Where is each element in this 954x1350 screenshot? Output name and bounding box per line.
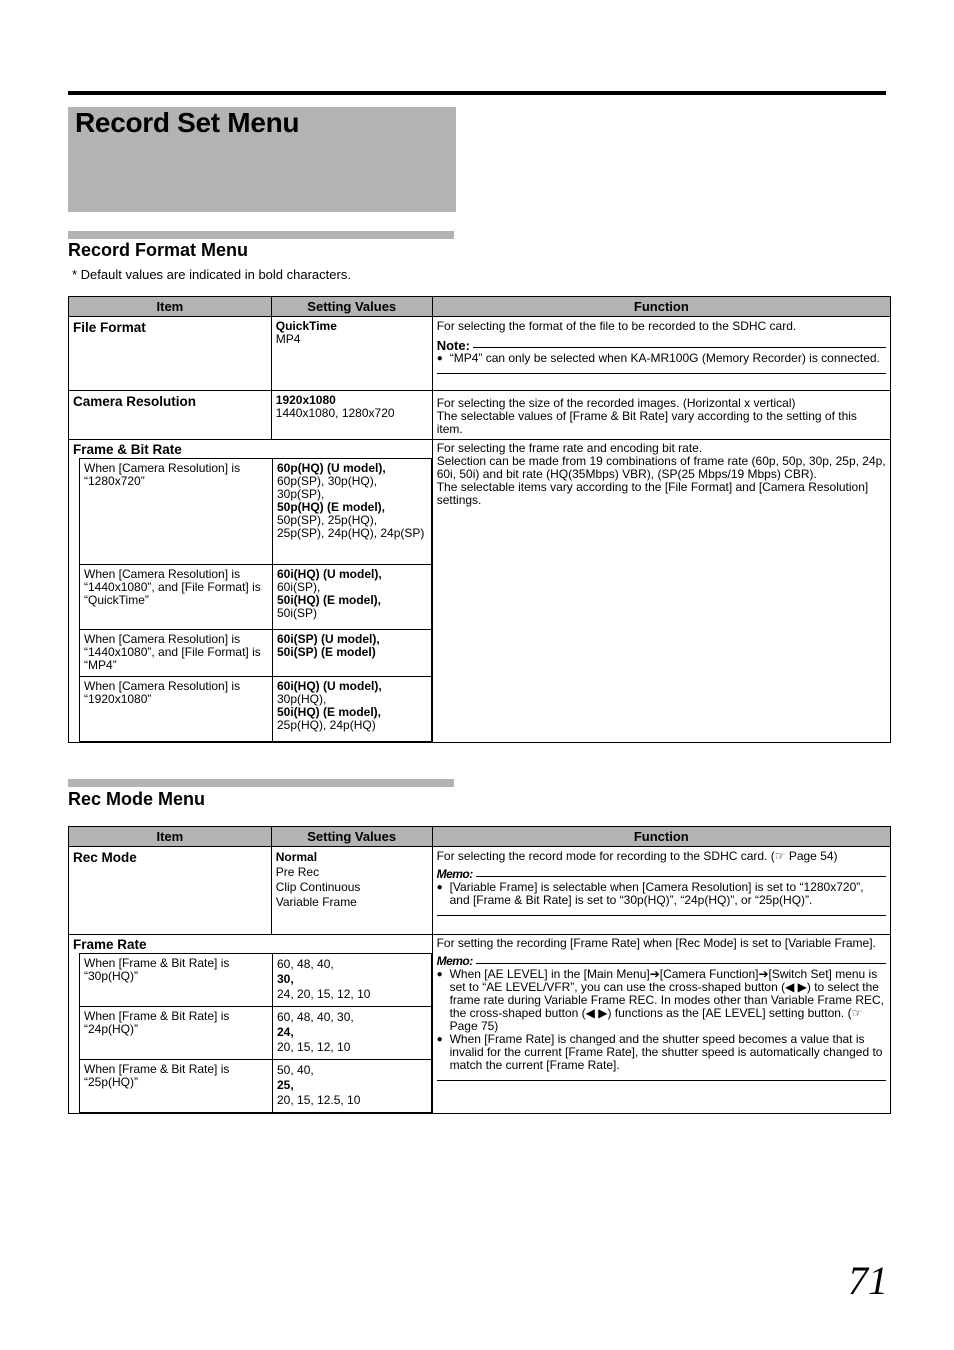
header-item: Item	[69, 297, 272, 317]
title-box	[68, 107, 456, 212]
header-values: Setting Values	[271, 297, 432, 317]
condition: When [Camera Resolution] is “1440x1080”, and [File Format] is “QuickTime”	[80, 565, 273, 630]
page-title: Record Set Menu	[75, 107, 300, 138]
value-bold: 50i(HQ) (E model),	[277, 705, 382, 719]
condition: When [Camera Resolution] is “1280x720”	[80, 459, 273, 565]
note-text: “MP4” can only be selected when KA-MR100G (Memory Recorder) is connected.	[449, 351, 880, 365]
header-function: Function	[432, 827, 890, 847]
setting-value: 1440x1080, 1280x720	[275, 406, 395, 420]
setting-value: Pre Rec	[275, 865, 320, 879]
header-values: Setting Values	[271, 827, 432, 847]
value-bold: 24,	[277, 1025, 294, 1039]
frame-bit-rate-subtable	[79, 458, 432, 742]
record-format-table	[68, 296, 891, 743]
condition: When [Camera Resolution] is “1440x1080”, and [File Format] is “MP4”	[80, 630, 273, 677]
item-rec-mode: Rec Mode	[73, 850, 137, 865]
header-item: Item	[69, 827, 272, 847]
value: 60i(SP),	[277, 580, 321, 594]
function-text: The selectable values of [Frame & Bit Rate] vary according to the setting of this item.	[436, 409, 857, 436]
value-bold: 25,	[277, 1078, 294, 1092]
header-function: Function	[432, 297, 890, 317]
sub-row	[80, 1007, 432, 1060]
function-text: For selecting the size of the recorded images. (Horizontal x vertical)	[436, 396, 796, 410]
bullet-icon: ●	[436, 353, 443, 364]
condition: When [Frame & Bit Rate] is “25p(HQ)”	[80, 1060, 273, 1113]
table-header-row	[69, 827, 891, 847]
value-bold: 60i(SP) (U model),	[277, 632, 380, 646]
value-bold: 50i(SP) (E model)	[277, 645, 376, 659]
sub-row	[80, 630, 432, 677]
default-value: 1920x1080	[275, 393, 336, 407]
record-format-heading: Record Format Menu	[68, 240, 249, 260]
value: 60p(SP), 30p(HQ), 30p(SP),	[277, 474, 378, 501]
value: 50, 40,	[277, 1063, 314, 1077]
value: 20, 15, 12, 10	[277, 1040, 351, 1054]
memo-label: Memo:	[436, 867, 473, 881]
condition: When [Frame & Bit Rate] is “24p(HQ)”	[80, 1007, 273, 1060]
table-header-row	[69, 297, 891, 317]
rec-mode-table	[68, 826, 891, 1114]
sub-row	[80, 459, 432, 565]
memo-block	[437, 955, 886, 1081]
value: 60, 48, 40,	[277, 957, 334, 971]
bullet-icon: ●	[436, 969, 443, 980]
memo-text: When [Frame Rate] is changed and the shutter speed becomes a value that is invalid for the current [Frame Rate], the shutter speed is automatically changed to match the current [Frame Rate].	[449, 1032, 883, 1072]
note-label: Note:	[436, 338, 470, 353]
default-value: QuickTime	[275, 319, 337, 333]
sub-row	[80, 1060, 432, 1113]
setting-value: MP4	[275, 332, 301, 346]
item-frame-bit-rate: Frame & Bit Rate	[73, 442, 182, 457]
value: 25p(HQ), 24p(HQ)	[277, 718, 376, 732]
value-bold: 50i(HQ) (E model),	[277, 593, 382, 607]
note-block	[437, 339, 886, 374]
item-file-format: File Format	[73, 320, 146, 335]
memo-text: [Variable Frame] is selectable when [Camera Resolution] is set to “1280x720”, and [Frame & Bit Rate] is set to “30p(HQ)”, “24p(HQ)”, or “25p(HQ)”.	[449, 880, 864, 907]
function-text: Selection can be made from 19 combinations of frame rate (60p, 50p, 30p, 25p, 24p, 60i, 50i) and bit rate (HQ(35Mbps) VBR), (SP(25 Mbps/19 Mbps) CBR).	[436, 454, 886, 481]
table-row	[69, 935, 891, 1114]
table-row	[69, 847, 891, 935]
condition: When [Camera Resolution] is “1920x1080”	[80, 677, 273, 742]
rec-mode-heading: Rec Mode Menu	[68, 789, 206, 809]
table-row	[69, 317, 891, 391]
value: 30p(HQ),	[277, 692, 327, 706]
frame-rate-subtable	[79, 953, 432, 1113]
table-row	[69, 391, 891, 440]
table-row	[69, 440, 891, 743]
memo-label: Memo:	[436, 954, 473, 968]
memo-block	[437, 868, 886, 916]
memo-text: When [AE LEVEL] in the [Main Menu]➔[Camera Function]➔[Switch Set] menu is set to “AE LEVEL/VFR”, you can use the cross-shaped button (◀ ▶) to select the frame rate during Variable Frame REC. In modes other than Variable Frame REC, the cross-shaped button (◀ ▶) functions as the [AE LEVEL] setting button. (☞ Page 75)	[449, 967, 884, 1033]
function-text: For selecting the record mode for recording to the SDHC card. (☞ Page 54)	[436, 849, 838, 863]
condition: When [Frame & Bit Rate] is “30p(HQ)”	[80, 954, 273, 1007]
item-camera-resolution: Camera Resolution	[73, 394, 197, 409]
top-rule	[68, 91, 886, 95]
section-bar	[68, 779, 454, 787]
bullet-icon: ●	[436, 1034, 443, 1045]
item-frame-rate: Frame Rate	[73, 937, 147, 952]
value: 24, 20, 15, 12, 10	[277, 987, 371, 1001]
sub-row	[80, 677, 432, 742]
bullet-icon: ●	[436, 882, 443, 893]
value: 20, 15, 12.5, 10	[277, 1093, 361, 1107]
value-bold: 30,	[277, 972, 294, 986]
value: 60, 48, 40, 30,	[277, 1010, 354, 1024]
sub-row	[80, 565, 432, 630]
setting-value: Variable Frame	[275, 895, 357, 909]
section-bar	[68, 231, 454, 239]
value: 50i(SP)	[277, 606, 318, 620]
page-number: 71	[848, 1258, 888, 1303]
function-text: For selecting the frame rate and encoding bit rate.	[436, 441, 703, 455]
function-text: For setting the recording [Frame Rate] when [Rec Mode] is set to [Variable Frame].	[436, 936, 876, 950]
setting-value: Clip Continuous	[275, 880, 361, 894]
function-text: The selectable items vary according to the [File Format] and [Camera Resolution] settings.	[436, 480, 869, 507]
value: 50p(SP), 25p(HQ), 25p(SP), 24p(HQ), 24p(SP)	[277, 513, 425, 540]
default-value: Normal	[275, 850, 318, 864]
value-bold: 60i(HQ) (U model),	[277, 567, 382, 581]
function-text: For selecting the format of the file to be recorded to the SDHC card.	[436, 319, 797, 333]
value-bold: 60i(HQ) (U model),	[277, 679, 382, 693]
sub-row	[80, 954, 432, 1007]
default-note: * Default values are indicated in bold characters.	[72, 267, 351, 282]
value-bold: 60p(HQ) (U model),	[277, 461, 386, 475]
value-bold: 50p(HQ) (E model),	[277, 500, 386, 514]
